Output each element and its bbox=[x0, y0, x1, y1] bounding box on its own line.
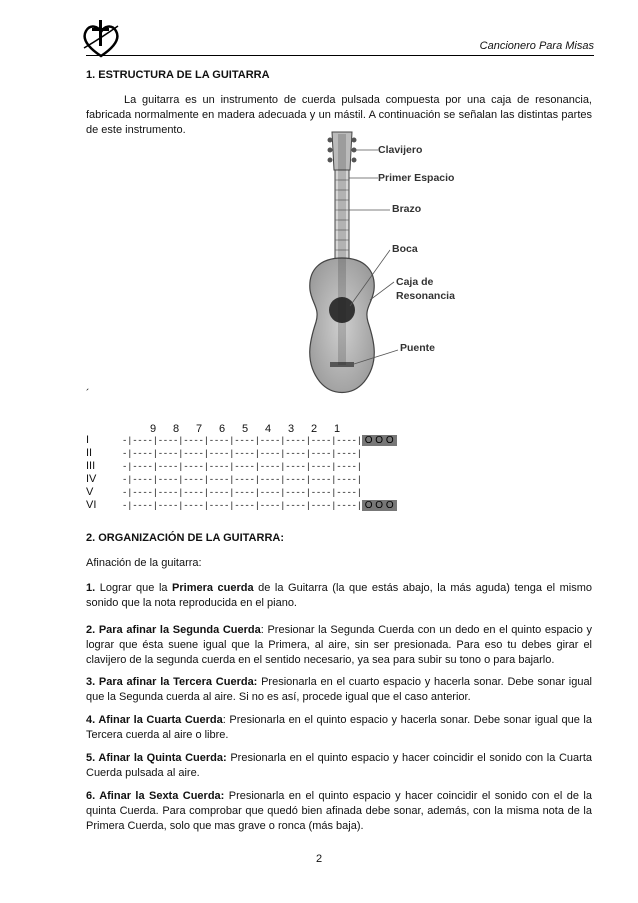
step-text: : Presionar la Segunda Cuerda con un dedo en el quinto espacio y lograr que ésta suene igual que la Primera, al aire, sin ser presionada. Para eso tu debes girar el clavijero de la segunda cuerda en el sentido necesario, ya sea para subir su tono o para bajarlo. bbox=[86, 624, 592, 666]
string-line: -|----|----|----|----|----|----|----|----|----| bbox=[122, 475, 362, 485]
fret-number: 1 bbox=[334, 423, 341, 435]
string-roman: I bbox=[86, 434, 90, 446]
step-heading: 4. Afinar la Cuarta Cuerda bbox=[86, 714, 223, 726]
label-caja-1: Caja de bbox=[396, 276, 434, 288]
string-line: -|----|----|----|----|----|----|----|----|----| bbox=[122, 436, 362, 446]
heart-cross-logo bbox=[80, 18, 122, 60]
fret-number: 7 bbox=[196, 423, 203, 435]
header-divider bbox=[86, 55, 594, 56]
step-text: Presionarla en el quinto espacio y hacer coincidir el sonido con la Cuarta Cuerda pulsada al aire. bbox=[86, 752, 592, 779]
section-1-intro: La guitarra es un instrumento de cuerda pulsada compuesta por una caja de resonancia, fabricada normalmente en madera adecuada y un mástil. A continuación se señalan las distintas partes de este instrumento. bbox=[86, 94, 592, 136]
label-brazo: Brazo bbox=[392, 203, 422, 215]
label-clavijero: Clavijero bbox=[378, 144, 423, 156]
string-line: -|----|----|----|----|----|----|----|----|----| bbox=[122, 501, 362, 511]
section-2-subtitle: Afinación de la guitarra: bbox=[86, 557, 202, 569]
step-heading: 6. Afinar la Sexta Cuerda: bbox=[86, 790, 225, 802]
step-heading: 3. Para afinar la Tercera Cuerda: bbox=[86, 676, 258, 688]
fret-number: 8 bbox=[173, 423, 180, 435]
string-roman: IV bbox=[86, 473, 97, 485]
string-row-1 bbox=[86, 434, 397, 446]
string-roman: II bbox=[86, 447, 93, 459]
step-text: : Presionarla en el quinto espacio y hacerla sonar. Debe sonar igual que la Tercera cuerda al aire o libre. bbox=[86, 714, 592, 741]
tuning-step-6 bbox=[86, 789, 592, 834]
open-string-circles: O O O bbox=[362, 500, 397, 511]
string-row-5 bbox=[86, 486, 362, 498]
step-heading: 2. Para afinar la Segunda Cuerda bbox=[86, 624, 261, 636]
stray-mark: ´ bbox=[86, 388, 90, 400]
string-row-3 bbox=[86, 460, 362, 472]
tuning-step-1 bbox=[86, 581, 592, 611]
page-number: 2 bbox=[315, 853, 323, 865]
string-row-6 bbox=[86, 499, 397, 511]
step-highlight: Primera cuerda bbox=[172, 582, 254, 594]
string-roman: III bbox=[86, 460, 96, 472]
string-line: -|----|----|----|----|----|----|----|----|----| bbox=[122, 462, 362, 472]
fret-number: 9 bbox=[150, 423, 157, 435]
tuning-step-3 bbox=[86, 675, 592, 705]
tuning-step-5 bbox=[86, 751, 592, 781]
open-string-circles: O O O bbox=[362, 435, 397, 446]
string-row-4 bbox=[86, 473, 362, 485]
step-text: de la Guitarra (la que estás abajo, la más aguda) tenga el mismo sonido que la nota reproducida en el piano. bbox=[86, 582, 593, 609]
fret-number: 2 bbox=[311, 423, 318, 435]
step-text: Presionarla en el cuarto espacio y hacerla sonar. Debe sonar igual que la Segunda cuerda al aire. Si no es así, procede igual que el caso anterior. bbox=[86, 676, 593, 703]
string-line: -|----|----|----|----|----|----|----|----|----| bbox=[122, 449, 362, 459]
header-title: Cancionero Para Misas bbox=[479, 40, 594, 52]
section-1-title: 1. ESTRUCTURA DE LA GUITARRA bbox=[86, 69, 270, 81]
label-caja-2: Resonancia bbox=[396, 290, 455, 302]
label-boca: Boca bbox=[392, 243, 418, 255]
step-text: Lograr que la bbox=[95, 582, 173, 594]
step-text: Presionarla en el quinto espacio y hacer coincidir el sonido con el de la quinta Cuerda. Para comprobar que quedó bien afinada debe sonar, además, con la misma nota de la Primera Cuerda, solo que mas grave o ronca (más baja). bbox=[86, 790, 592, 832]
label-puente: Puente bbox=[400, 342, 436, 354]
tuning-step-4 bbox=[86, 713, 592, 743]
string-line: -|----|----|----|----|----|----|----|----|----| bbox=[122, 488, 362, 498]
string-row-2 bbox=[86, 447, 362, 459]
string-roman: VI bbox=[86, 499, 97, 511]
label-primer-espacio: Primer Espacio bbox=[378, 172, 455, 184]
section-2-title: 2. ORGANIZACIÓN DE LA GUITARRA: bbox=[86, 532, 284, 544]
step-heading: 5. Afinar la Quinta Cuerda: bbox=[86, 752, 227, 764]
string-roman: V bbox=[86, 486, 94, 498]
fret-number: 5 bbox=[242, 423, 249, 435]
fret-number: 4 bbox=[265, 423, 272, 435]
tuning-step-2 bbox=[86, 623, 592, 668]
guitar-diagram bbox=[290, 130, 450, 400]
fret-number: 6 bbox=[219, 423, 226, 435]
fret-number: 3 bbox=[288, 423, 295, 435]
step-number: 1. bbox=[86, 582, 96, 594]
